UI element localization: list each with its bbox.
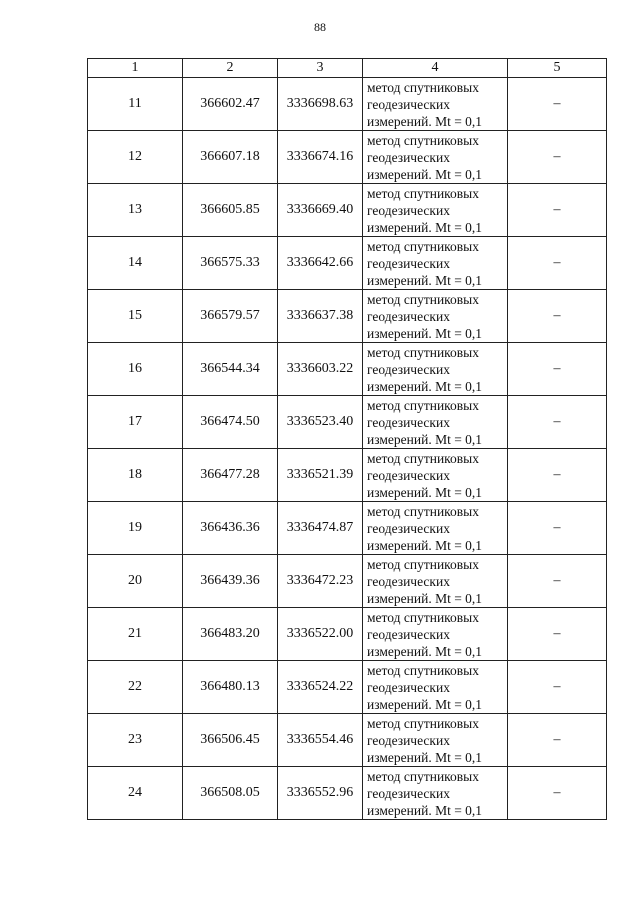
method-cell: метод спутниковых геодезических измерений. Mt = 0,1 (363, 343, 508, 396)
point-number-cell: 20 (88, 555, 183, 608)
method-cell: метод спутниковых геодезических измерений. Mt = 0,1 (363, 555, 508, 608)
note-cell: – (508, 502, 607, 555)
note-cell: – (508, 714, 607, 767)
y-coordinate-cell: 3336521.39 (278, 449, 363, 502)
table-header-row (88, 59, 607, 78)
x-coordinate-cell: 366575.33 (183, 237, 278, 290)
point-number-cell: 21 (88, 608, 183, 661)
table-row (88, 555, 607, 608)
method-cell: метод спутниковых геодезических измерений. Mt = 0,1 (363, 78, 508, 131)
point-number-cell: 23 (88, 714, 183, 767)
note-cell: – (508, 237, 607, 290)
table-row (88, 78, 607, 131)
table-row (88, 237, 607, 290)
table-row (88, 714, 607, 767)
x-coordinate-cell: 366483.20 (183, 608, 278, 661)
y-coordinate-cell: 3336603.22 (278, 343, 363, 396)
method-cell: метод спутниковых геодезических измерений. Mt = 0,1 (363, 396, 508, 449)
point-number-cell: 18 (88, 449, 183, 502)
column-header-3: 3 (278, 59, 363, 78)
table-row (88, 502, 607, 555)
x-coordinate-cell: 366607.18 (183, 131, 278, 184)
x-coordinate-cell: 366544.34 (183, 343, 278, 396)
y-coordinate-cell: 3336552.96 (278, 767, 363, 820)
point-number-cell: 15 (88, 290, 183, 343)
point-number-cell: 13 (88, 184, 183, 237)
column-header-1: 1 (88, 59, 183, 78)
note-cell: – (508, 767, 607, 820)
table-row (88, 608, 607, 661)
method-cell: метод спутниковых геодезических измерений. Mt = 0,1 (363, 661, 508, 714)
column-header-5: 5 (508, 59, 607, 78)
method-cell: метод спутниковых геодезических измерений. Mt = 0,1 (363, 767, 508, 820)
x-coordinate-cell: 366508.05 (183, 767, 278, 820)
table-row (88, 396, 607, 449)
method-cell: метод спутниковых геодезических измерений. Mt = 0,1 (363, 237, 508, 290)
point-number-cell: 19 (88, 502, 183, 555)
page-number: 88 (314, 20, 326, 34)
y-coordinate-cell: 3336524.22 (278, 661, 363, 714)
coordinates-table (87, 58, 607, 820)
note-cell: – (508, 131, 607, 184)
x-coordinate-cell: 366602.47 (183, 78, 278, 131)
table-row (88, 290, 607, 343)
y-coordinate-cell: 3336523.40 (278, 396, 363, 449)
note-cell: – (508, 343, 607, 396)
x-coordinate-cell: 366477.28 (183, 449, 278, 502)
column-header-4: 4 (363, 59, 508, 78)
x-coordinate-cell: 366579.57 (183, 290, 278, 343)
x-coordinate-cell: 366605.85 (183, 184, 278, 237)
method-cell: метод спутниковых геодезических измерений. Mt = 0,1 (363, 290, 508, 343)
x-coordinate-cell: 366474.50 (183, 396, 278, 449)
method-cell: метод спутниковых геодезических измерений. Mt = 0,1 (363, 502, 508, 555)
note-cell: – (508, 555, 607, 608)
method-cell: метод спутниковых геодезических измерений. Mt = 0,1 (363, 608, 508, 661)
table-row (88, 661, 607, 714)
y-coordinate-cell: 3336669.40 (278, 184, 363, 237)
y-coordinate-cell: 3336642.66 (278, 237, 363, 290)
table-row (88, 449, 607, 502)
table-row (88, 343, 607, 396)
point-number-cell: 11 (88, 78, 183, 131)
point-number-cell: 12 (88, 131, 183, 184)
method-cell: метод спутниковых геодезических измерений. Mt = 0,1 (363, 184, 508, 237)
column-header-2: 2 (183, 59, 278, 78)
x-coordinate-cell: 366480.13 (183, 661, 278, 714)
note-cell: – (508, 396, 607, 449)
note-cell: – (508, 608, 607, 661)
method-cell: метод спутниковых геодезических измерений. Mt = 0,1 (363, 714, 508, 767)
point-number-cell: 16 (88, 343, 183, 396)
x-coordinate-cell: 366506.45 (183, 714, 278, 767)
method-cell: метод спутниковых геодезических измерений. Mt = 0,1 (363, 131, 508, 184)
y-coordinate-cell: 3336637.38 (278, 290, 363, 343)
method-cell: метод спутниковых геодезических измерений. Mt = 0,1 (363, 449, 508, 502)
y-coordinate-cell: 3336472.23 (278, 555, 363, 608)
y-coordinate-cell: 3336522.00 (278, 608, 363, 661)
x-coordinate-cell: 366436.36 (183, 502, 278, 555)
note-cell: – (508, 661, 607, 714)
y-coordinate-cell: 3336474.87 (278, 502, 363, 555)
point-number-cell: 14 (88, 237, 183, 290)
y-coordinate-cell: 3336674.16 (278, 131, 363, 184)
point-number-cell: 17 (88, 396, 183, 449)
table-row (88, 184, 607, 237)
note-cell: – (508, 184, 607, 237)
point-number-cell: 24 (88, 767, 183, 820)
table-body (88, 78, 607, 820)
y-coordinate-cell: 3336698.63 (278, 78, 363, 131)
note-cell: – (508, 290, 607, 343)
table-row (88, 767, 607, 820)
point-number-cell: 22 (88, 661, 183, 714)
y-coordinate-cell: 3336554.46 (278, 714, 363, 767)
x-coordinate-cell: 366439.36 (183, 555, 278, 608)
note-cell: – (508, 449, 607, 502)
table-row (88, 131, 607, 184)
note-cell: – (508, 78, 607, 131)
